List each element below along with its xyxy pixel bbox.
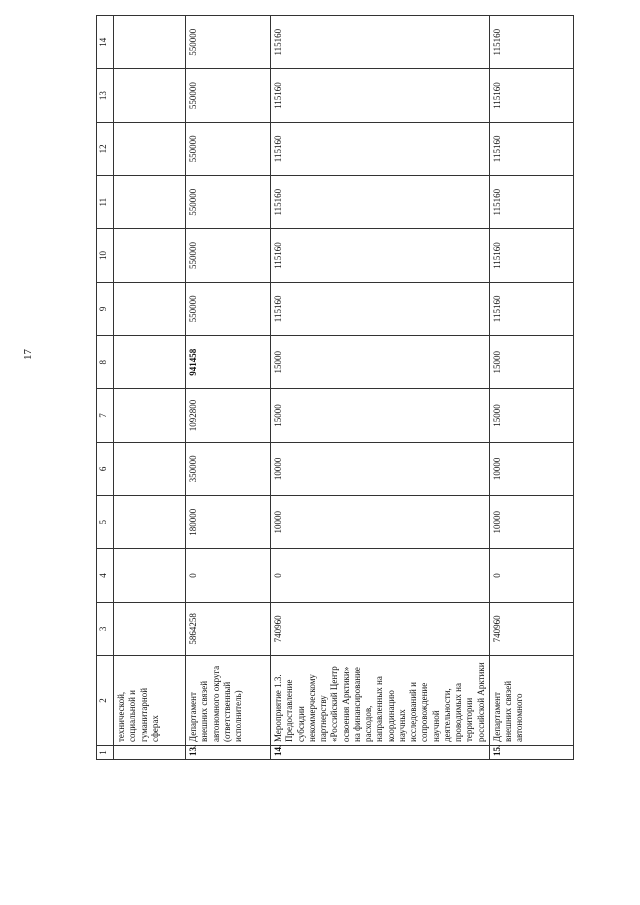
value-cell: 550000: [186, 122, 271, 175]
value-cell: 15000: [489, 389, 573, 442]
value-cell: 115160: [271, 69, 490, 122]
value-cell: 115160: [271, 282, 490, 335]
value-cell: 740960: [271, 602, 490, 655]
value-cell: 115160: [271, 229, 490, 282]
budget-table: [96, 15, 574, 760]
row-number-cell: 15.: [489, 746, 573, 760]
value-cell: 10000: [489, 496, 573, 549]
value-cell: 550000: [186, 176, 271, 229]
header-cell: 8: [97, 336, 114, 389]
row-name-cell: Мероприятие 1.3. Предоставление субсидии некоммерческому партнерству «Российский Центр освоения Арктики» на финансирование расходов, направленных на координацию научных исследований и сопровождение научной деятельности, проводимых на территории российской Арктики: [271, 656, 490, 746]
header-cell: 2: [97, 656, 114, 746]
header-cell: 4: [97, 549, 114, 602]
table-row-continuation: [114, 16, 186, 760]
row-name-cell: Департамент внешних связей автономного: [489, 656, 573, 746]
value-cell: 10000: [271, 442, 490, 495]
header-cell: 10: [97, 229, 114, 282]
value-cell: 10000: [489, 442, 573, 495]
header-cell: 5: [97, 496, 114, 549]
page-number: 17: [22, 349, 34, 360]
header-cell: 3: [97, 602, 114, 655]
header-cell: 7: [97, 389, 114, 442]
value-cell: 115160: [271, 122, 490, 175]
value-cell: 15000: [271, 336, 490, 389]
row-number-cell: [114, 746, 186, 760]
header-cell: 13: [97, 69, 114, 122]
value-cell: 0: [271, 549, 490, 602]
budget-table-container: [96, 15, 566, 760]
value-cell: 350000: [186, 442, 271, 495]
value-cell: 550000: [186, 282, 271, 335]
table-row: [186, 16, 271, 760]
value-cell: 115160: [489, 282, 573, 335]
table-row: [271, 16, 490, 760]
value-cell: 115160: [489, 16, 573, 69]
value-cell: 15000: [271, 389, 490, 442]
value-cell: 0: [186, 549, 271, 602]
value-cell: 1092800: [186, 389, 271, 442]
header-cell: 6: [97, 442, 114, 495]
value-cell: 180000: [186, 496, 271, 549]
value-cell: 550000: [186, 229, 271, 282]
header-cell: 11: [97, 176, 114, 229]
row-number-cell: 14.: [271, 746, 490, 760]
header-cell: 14: [97, 16, 114, 69]
value-cell: 115160: [489, 122, 573, 175]
row-name-cell: технической, социальной и гуманитарной сферах: [114, 656, 186, 746]
value-cell: 740960: [489, 602, 573, 655]
value-cell: 550000: [186, 69, 271, 122]
table-header-row: [97, 16, 114, 760]
header-cell: 9: [97, 282, 114, 335]
value-cell: 115160: [489, 176, 573, 229]
value-cell: 115160: [271, 176, 490, 229]
value-cell: 5864258: [186, 602, 271, 655]
header-cell: 1: [97, 746, 114, 760]
header-cell: 12: [97, 122, 114, 175]
value-cell: 941458: [186, 336, 271, 389]
value-cell: 550000: [186, 16, 271, 69]
table-row: [489, 16, 573, 760]
value-cell: 115160: [271, 16, 490, 69]
value-cell: 0: [489, 549, 573, 602]
value-cell: 115160: [489, 69, 573, 122]
value-cell: 10000: [271, 496, 490, 549]
value-cell: 115160: [489, 229, 573, 282]
row-name-cell: Департамент внешних связей автономного округа (ответственный исполнитель): [186, 656, 271, 746]
row-number-cell: 13.: [186, 746, 271, 760]
value-cell: 15000: [489, 336, 573, 389]
